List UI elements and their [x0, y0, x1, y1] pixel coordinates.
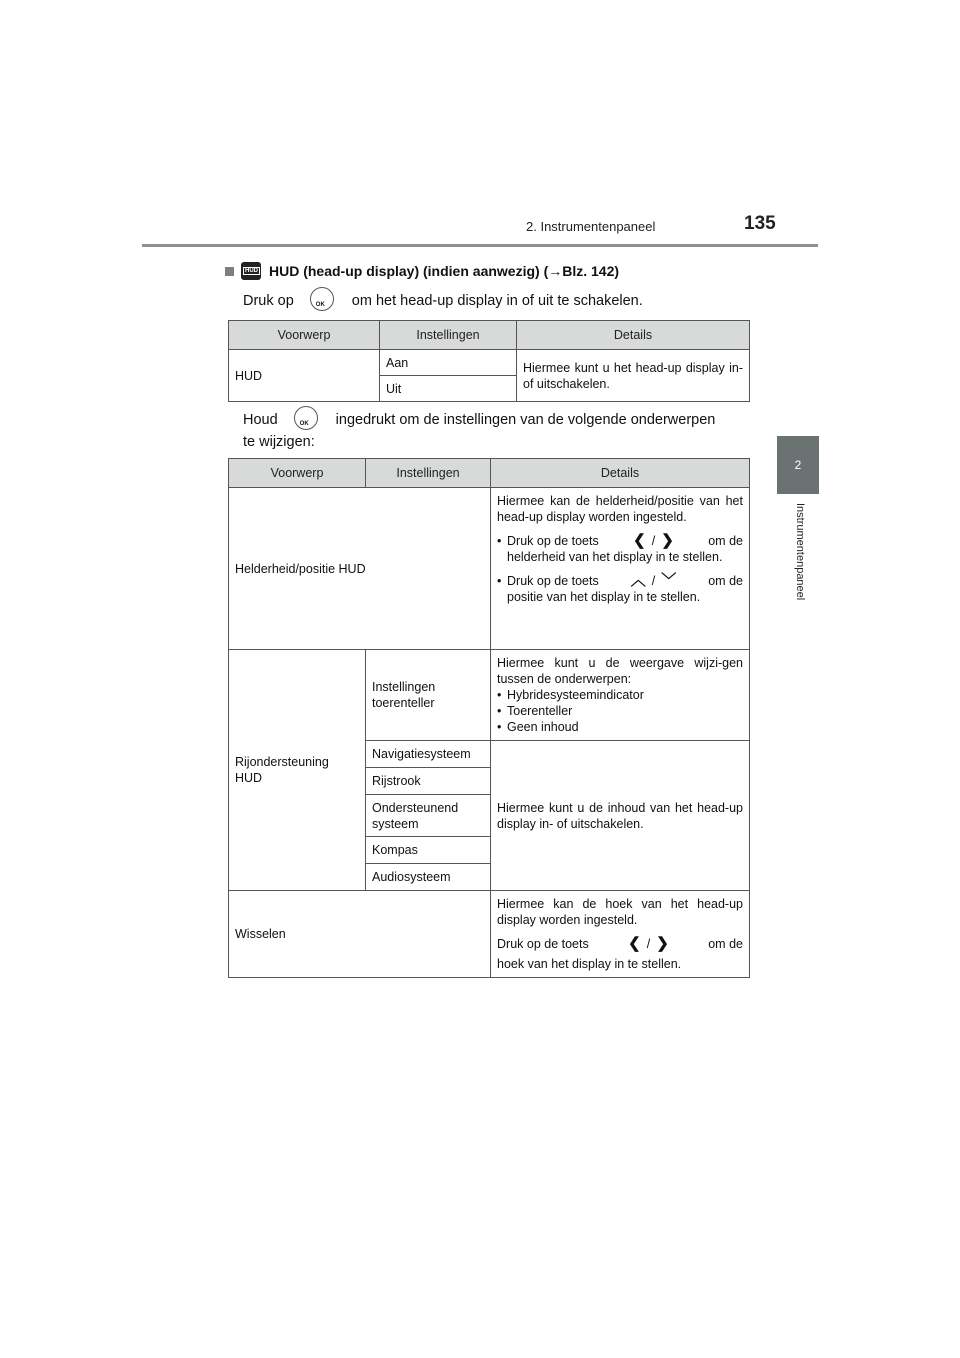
chevron-right-icon: ❯ — [661, 532, 674, 549]
bullet-icon: • — [497, 534, 502, 548]
table1-details: Hiermee kunt u het head-up display in- of uitschakelen. — [517, 350, 750, 402]
slash: / — [646, 937, 651, 951]
table2-header-details: Details — [491, 459, 750, 488]
table2-row1-item: Helderheid/positie HUD — [229, 488, 491, 650]
row2-list-item — [497, 687, 743, 703]
bullet-icon: • — [497, 704, 502, 718]
table1-header-item: Voorwerp — [229, 321, 380, 350]
side-tab — [777, 436, 819, 494]
table1-header-settings: Instellingen — [380, 321, 517, 350]
table1-setting-aan: Aan — [380, 350, 517, 376]
intro2-after: ingedrukt om de instellingen van de volgende onderwerpen — [335, 411, 716, 428]
row3-press-line — [497, 936, 743, 952]
page-number: 135 — [744, 213, 776, 234]
bullet2-text-a: Druk op de toets — [507, 574, 599, 588]
table2-row2-details1 — [491, 650, 750, 741]
header-section-title: 2. Instrumentenpaneel — [526, 219, 656, 234]
row2-list-item — [497, 719, 743, 735]
row2-list-item-text: Toerenteller — [507, 704, 573, 718]
section-marker-icon — [225, 267, 234, 276]
row2-list-item — [497, 703, 743, 719]
intro1-before: Druk op — [243, 292, 294, 309]
row2-list-item-text: Geen inhoud — [507, 720, 579, 734]
header-rule — [142, 244, 818, 247]
intro2-before: Houd — [243, 411, 278, 428]
section-title-text: HUD (head-up display) (indien aanwezig) (→Blz. 142) — [269, 263, 620, 279]
table2-row1-details — [491, 488, 750, 650]
row1-details-intro: Hiermee kan de helderheid/positie van het head-up display worden ingesteld. — [497, 494, 743, 524]
hud-icon — [241, 262, 261, 280]
slash: / — [651, 574, 656, 588]
table2-setting-audiosysteem: Audiosysteem — [366, 864, 491, 891]
bullet2-text-c: positie van het display in te stellen. — [507, 590, 701, 604]
bullet-icon: • — [497, 688, 502, 702]
row2-details1-text: Hiermee kunt u de weergave wijzi-gen tussen de onderwerpen: — [497, 656, 743, 686]
table2-setting-kompas: Kompas — [366, 837, 491, 864]
table2-setting-rijstrook: Rijstrook — [366, 768, 491, 795]
hud-toggle-table — [228, 320, 750, 402]
chevron-right-icon: ❯ — [656, 935, 669, 952]
bullet2-text-b: om de — [708, 574, 743, 588]
ok-button-icon — [294, 406, 318, 430]
bullet-icon: • — [497, 574, 502, 588]
intro-paragraph-1 — [243, 289, 643, 313]
side-tab-number: 2 — [794, 458, 802, 472]
ok-button-icon — [310, 287, 334, 311]
table1-item: HUD — [229, 350, 380, 402]
row1-bullet-1 — [497, 533, 743, 565]
chevron-up-icon: ︿ — [630, 572, 646, 589]
table1-header-details: Details — [517, 321, 750, 350]
row3-details-intro: Hiermee kan de hoek van het head-up display worden ingesteld. — [497, 897, 743, 927]
chevron-left-icon: ❮ — [628, 935, 641, 952]
row3-press-a: Druk op de toets — [497, 937, 589, 951]
row3-press-c: hoek van het display in te stellen. — [497, 957, 682, 971]
table1-setting-uit: Uit — [380, 376, 517, 402]
intro-paragraph-2 — [243, 408, 748, 452]
table2-row3-item: Wisselen — [229, 891, 491, 978]
table2-row3-details — [491, 891, 750, 978]
bullet1-text-a: Druk op de toets — [507, 534, 599, 548]
table2-header-settings: Instellingen — [366, 459, 491, 488]
slash: / — [651, 534, 656, 548]
table2-setting-ondersteunend: Ondersteunend systeem — [366, 795, 491, 837]
chevron-down-icon: ﹀ — [661, 572, 677, 589]
table2-row2-details2: Hiermee kunt u de inhoud van het head-up display in- of uitschakelen. — [491, 741, 750, 891]
section-title — [225, 262, 619, 280]
chevron-left-icon: ❮ — [633, 532, 646, 549]
table2-row2-setting-toerenteller: Instellingen toerenteller — [366, 650, 491, 741]
table2-setting-navigatiesysteem: Navigatiesysteem — [366, 741, 491, 768]
bullet-icon: • — [497, 720, 502, 734]
row3-press-b: om de — [708, 937, 743, 951]
bullet1-text-c: helderheid van het display in te stellen. — [507, 550, 723, 564]
intro2-line2: te wijzigen: — [243, 434, 315, 450]
row1-bullet-2 — [497, 573, 743, 605]
bullet1-text-b: om de — [708, 534, 743, 548]
hud-settings-table — [228, 458, 750, 978]
side-tab-label: Instrumentenpaneel — [794, 503, 806, 601]
row2-list-item-text: Hybridesysteemindicator — [507, 688, 644, 702]
table2-header-item: Voorwerp — [229, 459, 366, 488]
intro1-after: om het head-up display in of uit te schakelen. — [351, 292, 643, 309]
table2-row2-item: Rijondersteuning HUD — [229, 650, 366, 891]
